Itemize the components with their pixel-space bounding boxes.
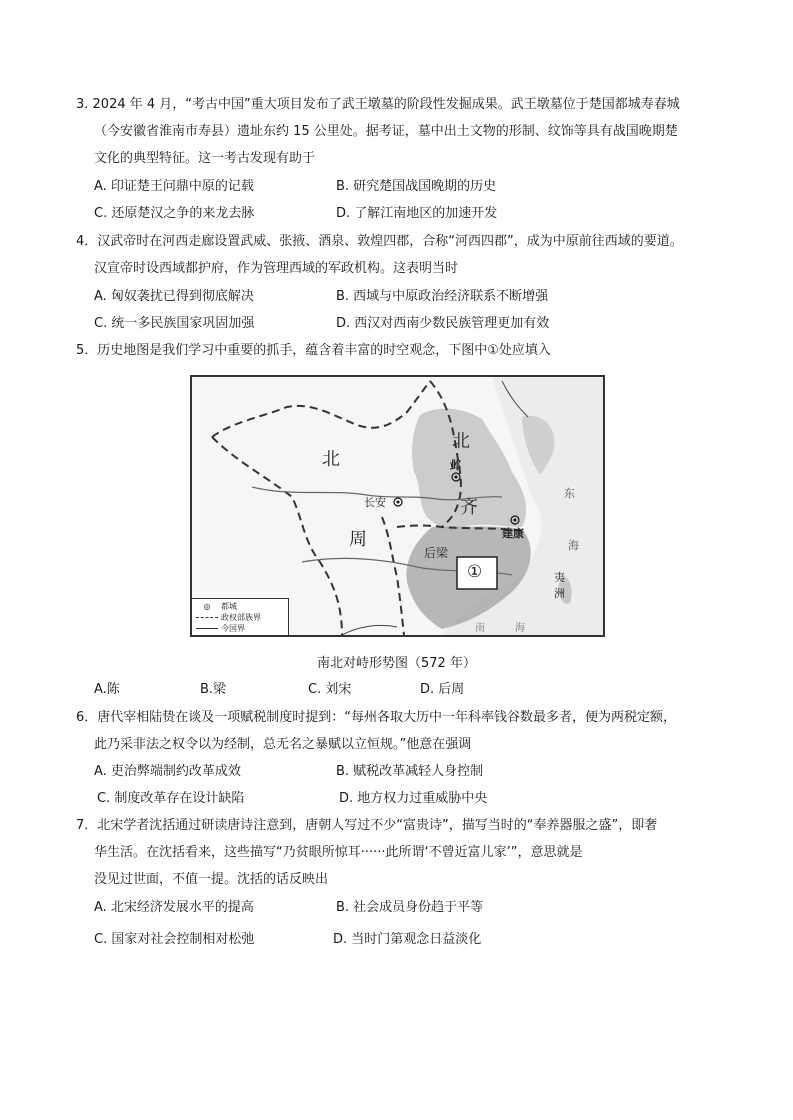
q6-option-d: D. 地方权力过重威胁中央 <box>339 791 488 806</box>
dashed-line-icon <box>196 617 218 618</box>
q5-option-c: C. 刘宋 <box>308 682 352 697</box>
q4-option-c: C. 统一多民族国家巩固加强 <box>94 316 255 331</box>
q4-line-1: 4．汉武帝时在河西走廊设置武威、张掖、酒泉、敦煌四郡，合称“河西四郡”，成为中原前往西域的要道。 <box>76 234 683 249</box>
q5-option-b: B.梁 <box>200 682 227 697</box>
map-caption: 南北对峙形势图（572 年） <box>317 656 476 671</box>
q7-option-c: C. 国家对社会控制相对松弛 <box>94 932 255 947</box>
q7-line-2: 华生活。在沈括看来，这些描写“乃贫眼所惊耳······此所谓‘不曾近富儿家’”，意思就是 <box>94 845 583 860</box>
map-label-bei-zhou-1: 北 <box>322 449 340 470</box>
q3-option-c: C. 还原楚汉之争的来龙去脉 <box>94 206 255 221</box>
map-label-changan: 长安 <box>364 496 386 509</box>
q6-option-b: B. 赋税改革减轻人身控制 <box>336 764 484 779</box>
map-legend <box>192 598 289 635</box>
map-label-bei-qi-1: 北 <box>452 431 470 452</box>
q7-option-b: B. 社会成员身份趋于平等 <box>336 900 484 915</box>
map-label-nan: 南 <box>475 623 485 634</box>
q5-option-a: A.陈 <box>94 682 120 697</box>
map-label-yi: 夷 <box>554 571 565 584</box>
map-label-zhou: 周 <box>349 529 367 550</box>
map-label-houliang: 后梁 <box>424 546 449 560</box>
q6-line-1: 6．唐代宰相陆贽在谈及一项赋税制度时提到：“每州各取大历中一年科率钱谷数最多者，便为两税定额， <box>76 710 677 725</box>
q3-option-a: A. 印证楚王问鼎中原的记载 <box>94 179 254 194</box>
q4-option-a: A. 匈奴袭扰已得到彻底解决 <box>94 289 254 304</box>
map-label-zhou-island: 洲 <box>554 587 565 600</box>
q4-option-b: B. 西域与中原政治经济联系不断增强 <box>336 289 549 304</box>
legend-regime-boundary: 政权部族界 <box>196 612 261 623</box>
map-graphic <box>192 377 603 635</box>
map-label-qi: 齐 <box>460 497 478 518</box>
q6-option-c: C. 制度改革存在设计缺陷 <box>97 791 245 806</box>
q3-option-b: B. 研究楚国战国晚期的历史 <box>336 179 497 194</box>
capital-marker-icon: ◎ <box>203 602 211 611</box>
q7-line-1: 7．北宋学者沈括通过研读唐诗注意到，唐朝人写过不少“富贵诗”，描写当时的“奉养器服之盛”，即奢 <box>76 818 658 833</box>
q5-option-d: D. 后周 <box>420 682 465 697</box>
q3-line-2: （今安徽省淮南市寿县）遗址东约 15 公里处。据考证，墓中出土文物的形制、纹饰等具有战国晚期楚 <box>94 124 678 139</box>
legend-national-border: 今国界 <box>196 623 245 634</box>
q7-option-d: D. 当时门第观念日益淡化 <box>333 932 482 947</box>
map-placeholder-circle-1: ① <box>467 562 483 582</box>
q3-option-d: D. 了解江南地区的加速开发 <box>336 206 498 221</box>
map-label-hai: 海 <box>568 539 579 552</box>
map-label-nanhai-hai: 海 <box>515 623 525 634</box>
q3-line-3: 文化的典型特征。这一考古发现有助于 <box>94 151 316 166</box>
map-label-ye: 邺 <box>450 459 461 472</box>
q5-line-1: 5．历史地图是我们学习中重要的抓手，蕴含着丰富的时空观念，下图中①处应填入 <box>76 343 551 358</box>
history-map <box>190 375 605 637</box>
q7-line-3: 没见过世面，不值一提。沈括的话反映出 <box>94 872 329 887</box>
q7-option-a: A. 北宋经济发展水平的提高 <box>94 900 254 915</box>
q6-option-a: A. 吏治弊端制约改革成效 <box>94 764 241 779</box>
q6-line-2: 此乃采非法之权令以为经制，总无名之暴赋以立恒规。”他意在强调 <box>94 737 472 752</box>
legend-capital: ◎ 都城 <box>196 601 237 612</box>
map-label-dong: 东 <box>564 487 575 500</box>
map-label-jiankang: 建康 <box>502 527 524 540</box>
q3-line-1: 3. 2024 年 4 月，“考古中国”重大项目发布了武王墩墓的阶段性发掘成果。武王墩墓位于楚国都城寿春城 <box>76 97 680 112</box>
q4-option-d: D. 西汉对西南少数民族管理更加有效 <box>336 316 550 331</box>
solid-line-icon <box>196 628 218 629</box>
q4-line-2: 汉宣帝时设西域都护府，作为管理西域的军政机构。这表明当时 <box>94 261 459 276</box>
